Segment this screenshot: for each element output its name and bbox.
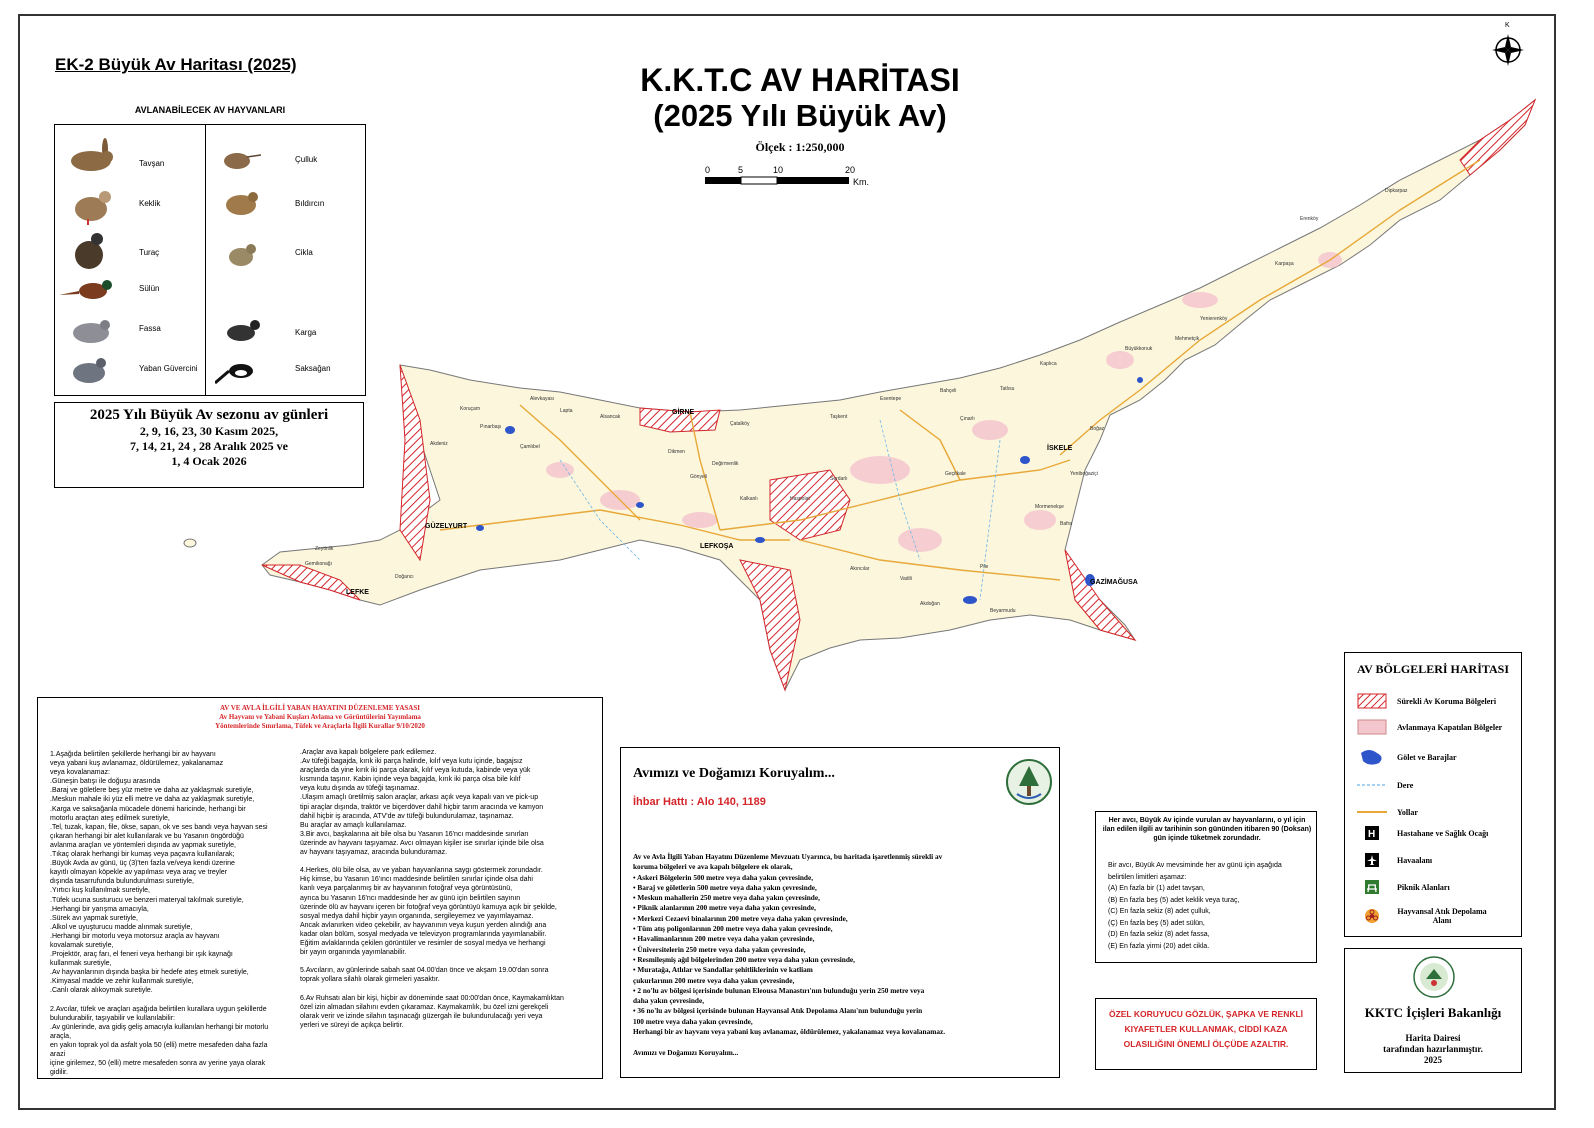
hatch-swatch-icon [1357, 693, 1387, 709]
legend-row-hospital: H Hastahane ve Sağlık Ocağı [1357, 825, 1488, 841]
place-label: Yenierenköy [1200, 316, 1228, 322]
place-label: Akdeniz [430, 441, 448, 447]
warning-line-3: OLASILIĞINI ÖNEMLİ ÖLÇÜDE AZALTIR. [1123, 1039, 1289, 1049]
safety-warning [1095, 998, 1317, 1070]
scale-tick-5: 5 [738, 165, 744, 175]
north-label: K [1505, 22, 1510, 29]
place-label: Mormenekşe [1035, 504, 1064, 510]
place-label: Akdoğan [920, 601, 940, 607]
cyprus-hunting-map [160, 90, 1560, 705]
animal-label-bildircin: Bıldırcın [295, 199, 325, 208]
road-swatch-icon [1357, 804, 1387, 820]
scale-tick-20: 20 [845, 165, 856, 175]
animals-title: AVLANABİLECEK AV HAYVANLARI [134, 105, 286, 115]
legend-row-water: Gölet ve Barajlar [1357, 749, 1457, 765]
place-label: Kalkanlı [740, 496, 758, 502]
legend-row-stream: Dere [1357, 777, 1413, 793]
place-label: Erenköy [1300, 216, 1319, 222]
animal-label-culluk: Çulluk [295, 155, 318, 164]
animal-label-saksagan: Saksağan [295, 364, 331, 373]
place-label: Dikmen [668, 449, 685, 455]
city-lefke: LEFKE [346, 589, 369, 596]
place-label: Doğancı [395, 574, 414, 580]
pheasant-icon [59, 275, 119, 307]
place-label: Koruçam [460, 406, 481, 412]
protected-area-karpaz [1460, 100, 1535, 175]
law-panel [37, 697, 603, 1079]
place-label: Akıncılar [850, 566, 870, 572]
place-label: Alevkayası [530, 396, 555, 402]
law-column-1: 1.Aşağıda belirtilen şekillerde herhangi bir av hayvanı veya yabani kuş avlanamaz, öldürülemez, yakalanamaz veya kovalanamaz: .Güneşin batışı ile doğuşu arasında .Baraj ve göletlere beş yüz metre ve daha az yaklaşmak suretiyle, .Meskun mahale iki yüz elli metre ve daha az yaklaşmak suretiyle, .Karga ve saksağanla mücadele dönemi haricinde, herhangi bir motorlu araçtan ateş edilmek suretiyle, .Tel, tuzak, kapan, file, ökse, sapan, ok ve ses bandı veya hayvan sesi çıkaran herhangi bir alet kullanılarak ve bu Yasanın öngördüğü avlanma araçları ve yöntemleri dışında av yapmak suretiyle, .Tıkaç olarak herhangi bir kumaş veya paçavra kullanılarak; .Büyük Avda av günü, üç (3)'ten fazla ve/veya kendi üzerine kayıtlı olmayan köpekle av yapılması veya araç ve treyler dışında tasarrufunda bulundurulması suretiyle, .Yırtıcı kuş kullanılmak suretiyle, .Tüfek ucuna susturucu ve benzeri materyal takılmak suretiyle, .Herhangi bir yarışma amacıyla, .Sürek avı yapmak suretiyle, .Alkol ve uyuşturucu madde alınmak suretiyle, .Herhangi bir motorlu veya motorsuz araçla av hayvanı kovalamak suretiyle, .Projektör, araç farı, el feneri veya herhangi bir ışık kaynağı kullanmak suretiyle, .Av hayvanlarının dışında başka bir hedefe ateş etmek suretiyle, .Kimyasal madde ve zehir kullanmak suretiyle, .Canlı olarak alıkoymak suretiyle. 2.Avcılar, tüfek ve araçları aşağıda belirtilen kurallara uygun şekillerde bulundurabilir, taşıyabilir ve kullanılabilir: .Av günlerinde, ava gidiş geliş amacıyla kullanılan herhangi bir motorlu araçla, en yakın toprak yol da asfalt yola 50 (elli) metre mesafeden daha fazla arazi içine girilemez, 50 (elli) metre mesafeden sonra av yerine yaya olarak gidilir. [50, 751, 269, 1077]
legend-row-road: Yollar [1357, 804, 1418, 820]
hare-icon [65, 135, 115, 177]
place-label: Geçitkale [945, 471, 966, 477]
place-label: Bahçeli [940, 388, 957, 394]
animal-label-yaban-guvercini: Yaban Güvercini [139, 364, 198, 373]
place-label: Beyarmudu [990, 608, 1016, 614]
notice-title: Avımızı ve Doğamızı Koruyalım... [633, 766, 835, 781]
animal-label-turac: Turaç [139, 248, 160, 257]
legend-row-protected: Sürekli Av Koruma Bölgeleri [1357, 693, 1496, 709]
place-label: Çatalköy [730, 421, 750, 427]
map-legend [1344, 652, 1522, 937]
animal-label-karga: Karga [295, 328, 317, 337]
animal-label-cikla: Cikla [295, 248, 313, 257]
place-label: Bafra [1060, 521, 1072, 527]
legend-row-waste: Hayvansal Atık Depolama Alanı [1357, 907, 1507, 925]
francolin-icon [65, 229, 115, 275]
consumption-rule: Her avcı, Büyük Av içinde vurulan av hayvanlarını, o yıl için ilan edilen ilgili av tarihinin son gününden itibaren 90 (Doksan) gün içinde tüketmek zorundadır. [1102, 817, 1312, 842]
map-subtitle: (2025 Yılı Büyük Av) [653, 98, 947, 133]
stream-swatch-icon [1357, 777, 1387, 793]
water-swatch-icon [1357, 749, 1387, 765]
place-label: Yeniboğaziçi [1070, 471, 1098, 477]
place-label: Karpaşa [1275, 261, 1294, 267]
ministry-emblem-icon [1412, 955, 1456, 1004]
animal-label-sulun: Sülün [139, 284, 160, 293]
forestry-logo-icon [1005, 758, 1053, 811]
svg-text:H: H [1368, 829, 1376, 840]
city-iskele: İSKELE [1047, 445, 1073, 452]
place-label: Gönyeli [690, 474, 707, 480]
legend-row-closed: Avlanmaya Kapatılan Bölgeler [1357, 719, 1502, 735]
rock-dove-icon [65, 351, 115, 389]
ministry-name: KKTC İçişleri Bakanlığı [1364, 1005, 1502, 1020]
city-girne: GİRNE [672, 409, 695, 416]
animal-label-keklik: Keklik [139, 199, 161, 208]
place-label: Büyükkonuk [1125, 346, 1153, 352]
scale-tick-0: 0 [705, 165, 711, 175]
place-label: Lapta [560, 408, 573, 414]
picnic-icon [1357, 879, 1387, 895]
animal-label-tavsan: Tavşan [139, 159, 165, 168]
place-label: Gemikonağı [305, 561, 332, 567]
city-lefkosa: LEFKOŞA [700, 543, 734, 550]
ministry-panel [1344, 948, 1522, 1073]
scale-unit: Km. [853, 177, 870, 187]
ministry-credit: Harita Dairesi tarafından hazırlanmıştır. 2025 [1383, 1033, 1483, 1065]
place-label: Haspolat [790, 496, 810, 502]
hospital-icon [1357, 825, 1387, 841]
place-label: Alsancak [600, 414, 621, 420]
map-title: K.K.T.C AV HARİTASI [640, 62, 960, 98]
place-label: Pile [980, 564, 989, 570]
place-label: Pınarbaşı [480, 424, 502, 430]
law-column-2: .Araçlar ava kapalı bölgelere park edilemez. .Av tüfeği bagajda, kırık iki parça halinde, kılıf veya kutu içinde, bagajsız araçlarda da yine kırık iki parça olarak, kılıf veya kutuda, kabinde veya yük kısmında taşınır. Kabin içinde veya bagajda, kırık iki parça olsa bile kılıf veya kutu dışında av tüfeği taşınamaz. .Ulaşım amaçlı üretilmiş salon araçlar, arkası açık veya kapalı van ve pick-up tipi araçlar dışında, traktör ve biçerdöver dahil hiçbir tarım aracında ve kamyon dahil hiçbir iş aracında, ATV'de av tüfeği bulundurulamaz, taşınamaz. Bu araçlar av amaçlı kullanılamaz. 3.Bir avcı, başkalarına ait bile olsa bu Yasanın 16'ncı maddesinde sınırları üzerinde av hayvanı taşıyamaz. Avcı olmayan kişiler ise sınırlar içinde bile olsa av hayvanı taşıyamaz, aracında bulunduramaz. 4.Herkes, ölü bile olsa, av ve yaban hayvanlarına saygı göstermek zorundadır. Hiç kimse, bu Yasanın 16'ıncı maddesinde belirtilen sınırlar içinde olsa dahi kanlı veya parçalanmış bir av hayvanının fotoğraf veya görüntüsünü, ayrıca bu Yasanın 16'ncı maddesinde her av günü için belirtilen sayının üzerinde ölü av hayvanı içeren bir fotoğraf veya görüntüyü kamuya açık bir şekilde, sosyal medya dahil hiçbir yayın organında, sergileyemez ve yayımlayamaz. Ancak avlanırken video çekebilir, av hayvanının veya kuşun yerden alındığı ana kadar olan bölüm, sosyal medyada ve televizyon programlarında yayımlanabilir. Eğitim avlaklarında çekilen görüntüler ve resimler de sosyal medya ve herhangi bir yayın organında yayımlanabilir. 5.Avcıların, av günlerinde sabah saat 04.00'dan önce ve akşam 19.00'dan sonra toprak yollara silahlı olarak girmeleri yasaktır. 6.Av Ruhsatı alan bir kişi, hiçbir av döneminde saat 00:00'dan önce, Kaymakamlıktan özel izin almadan silahını evden çıkaramaz. Kaymakamlık, bu özel izni gerekçeli olarak verir ve izinde silahın taşınacağı güzergah ile bulundurulacağı yeri veya yerleri ve süreyi de açıkça belirtir. [300, 749, 564, 1029]
islet [184, 539, 196, 547]
scale-tick-10: 10 [773, 165, 784, 175]
legend-row-picnic: Piknik Alanları [1357, 879, 1450, 895]
season-line-1: 2, 9, 16, 23, 30 Kasım 2025, [139, 424, 279, 438]
legend-row-airport: Havaalanı [1357, 852, 1432, 868]
place-label: Zeytinlik [315, 546, 334, 552]
season-line-2: 7, 14, 21, 24 , 28 Aralık 2025 ve [130, 439, 288, 453]
bag-limits-panel [1095, 811, 1317, 963]
island-landmass [262, 100, 1535, 690]
city-gazimagusa: GAZİMAĞUSA [1090, 579, 1138, 586]
warning-line-1: ÖZEL KORUYUCU GÖZLÜK, ŞAPKA VE RENKLİ [1108, 1009, 1304, 1019]
animal-label-fassa: Fassa [139, 324, 161, 333]
place-label: Çamlıbel [520, 444, 540, 450]
law-heading-3: Yöntemlerinde Sınırlama, Tüfek ve Araçlarla İlgili Kurallar 9/10/2020 [215, 722, 425, 730]
partridge-icon [67, 185, 117, 227]
place-label: Tatlısu [1000, 386, 1015, 392]
place-label: Serdarlı [830, 476, 848, 482]
airport-icon [1357, 852, 1387, 868]
biohazard-icon [1357, 908, 1387, 924]
place-label: Mehmetçik [1175, 336, 1200, 342]
bag-limits-list: Bir avcı, Büyük Av mevsiminde her av günü için aşağıda belirtilen limitleri aşamaz: (A) En fazla bir (1) adet tavşan, (B) En fazla beş (5) adet keklik veya turaç, (C) En fazla sekiz (8) adet çulluk, (Ç) En fazla beş (5) adet sülün, (D) En fazla sekiz (8) adet fassa, (E) En fazla yirmi (20) adet cikla. [1108, 862, 1282, 950]
season-line-3: 1, 4 Ocak 2026 [171, 454, 247, 468]
place-label: Boğaz [1090, 426, 1105, 432]
north-arrow [1490, 18, 1526, 73]
notice-body: Av ve Avla İlgili Yaban Hayatını Düzenleme Mevzuatı Uyarınca, bu haritada işaretlenmiş sürekli av koruma bölgeleri ve ava kapalı bölgelere ek olarak, • Askeri Bölgelerin 500 metre veya daha yakın çevresinde, • Baraj ve göletlerin 500 metre veya daha yakın çevresinde, • Meskun mahallerin 250 metre veya daha yakın çevresinde, • Piknik alanlarının 200 metre veya daha yakın çevresinde, • Merkezi Cezaevi binalarının 200 metre veya daha yakın çevresinde, • Tüm atış poligonlarının 200 metre veya daha yakın çevresinde, • Havalimanlarının 200 metre veya daha yakın çevresinde, • Üniversitelerin 250 metre veya daha yakın çevresinde, • Resmileşmiş ağıl bölgelerinden 200 metre veya daha yakın çevresinde, • Murataĝa, Atlılar ve Sandallar şehitliklerinin ve katliam çukurlarının 200 metre veya daha yakın çevresinde, • 2 no'lu av bölgesi içerisinde bulunan Eleousa Manastırı'nın bulunduğu yerin 250 metre veya daha yakın çevresinde, • 36 no'lu av bölgesi içerisinde bulunan Hayvansal Atık Depolama Alanı'nın bulunduğu yerin 100 metre veya daha yakın çevresinde, Herhangi bir av hayvanı veya yabani kuş avlanamaz, öldürülemez, yakalanamaz veya kovalanamaz. Avımızı ve Doğamızı Koruyalım... [633, 852, 946, 1057]
place-label: Vadili [900, 576, 912, 582]
place-label: Değirmenlik [712, 461, 739, 467]
place-label: Esentepe [880, 396, 902, 402]
wood-pigeon-icon [65, 313, 115, 351]
law-heading-2: Av Hayvanı ve Yabani Kuşları Avlama ve Görüntülerini Yayımlama [219, 713, 421, 721]
hotline-text: İhbar Hattı : Alo 140, 1189 [633, 796, 766, 808]
place-label: Kaplıca [1040, 361, 1057, 367]
law-heading-1: AV VE AVLA İLGİLİ YABAN HAYATINI DÜZENLEME YASASI [220, 704, 420, 712]
place-label: Çınarlı [960, 416, 975, 422]
scale-text: Ölçek : 1:250,000 [755, 140, 845, 154]
place-label: Dipkarpaz [1385, 188, 1408, 194]
city-guzelyurt: GÜZELYURT [425, 523, 468, 530]
legend-title: AV BÖLGELERİ HARİTASI [1356, 662, 1510, 676]
notice-panel [620, 747, 1060, 1078]
map-code-title: EK-2 Büyük Av Haritası (2025) [55, 55, 297, 74]
closed-swatch-icon [1357, 719, 1387, 735]
place-label: Taşkent [830, 414, 848, 420]
season-title: 2025 Yılı Büyük Av sezonu av günleri [89, 407, 329, 423]
warning-line-2: KIYAFETLER KULLANMAK, CİDDİ KAZA [1124, 1024, 1288, 1034]
